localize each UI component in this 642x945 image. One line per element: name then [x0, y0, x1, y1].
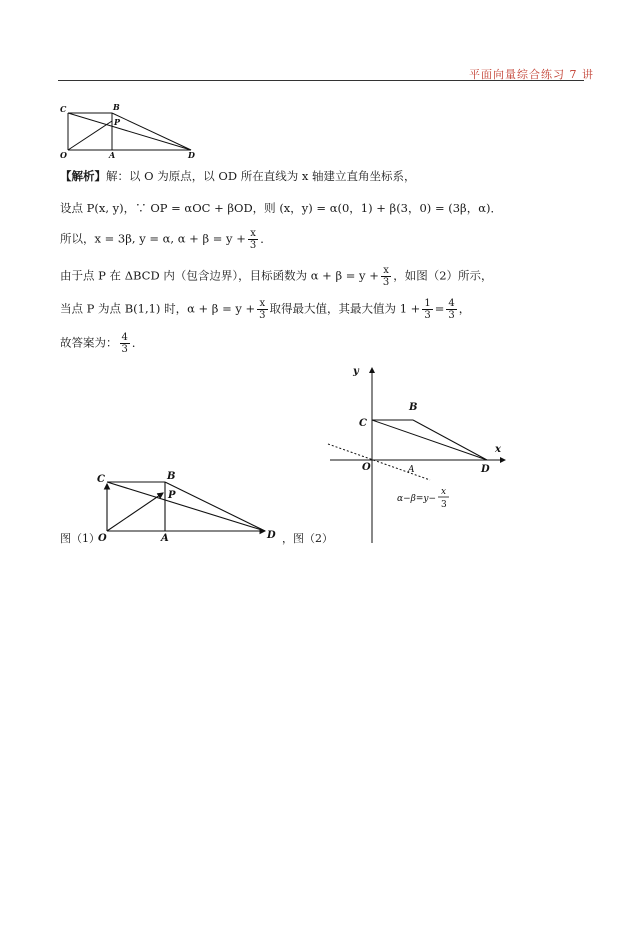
fraction-1-over-3: $\frac{1}{3}$ [424, 298, 431, 321]
fig1-label-a: A [161, 533, 169, 542]
fig1-label-c: C [97, 474, 105, 485]
fraction-4-over-3: $\frac{4}{3}$ [448, 298, 455, 321]
small-label-p: P [114, 117, 121, 127]
solution-line-4: 由于点 P 在 ΔBCD 内（包含边界），目标函数为 α + β = y + $\frac{x}{3}$ ，如图（2）所示， [60, 265, 493, 288]
fig2-equation-lhs: α−β=y− [397, 494, 436, 504]
small-label-c: C [60, 104, 67, 114]
figure-1-geometry [95, 468, 285, 542]
solution-line-2: 设点 P(x, y)，∵ OP = αOC + βOD，则 (x，y) = α(0，1) + β(3，0) = (3β，α)． [60, 201, 502, 215]
fig2-equation-num: x [441, 487, 447, 497]
fig2-label-a: A [408, 465, 415, 475]
fig2-equation-den: 3 [441, 500, 447, 510]
fig2-label-o: O [362, 462, 371, 473]
fraction-x-over-3: $\frac{x}{3}$ [382, 265, 390, 288]
small-label-b: B [113, 102, 120, 112]
header-rule [58, 80, 584, 81]
fig2-label-b: B [409, 402, 418, 413]
figure-1-caption: 图（1） [60, 532, 100, 545]
solution-line-3: 所以，x = 3β, y = α, α + β = y + $\frac{x}{3}$ ． [60, 228, 272, 251]
fig2-label-d: D [481, 464, 490, 475]
solution-line-5: 当点 P 为点 B(1,1) 时，α + β = y + $\frac{x}{3}$ 取得最大值，其最大值为 1 + $\frac{1}{3}$ = $\frac{4}{3}$ ， [60, 298, 471, 321]
small-label-d: D [188, 150, 195, 160]
fig1-label-o: O [98, 533, 107, 542]
figure-2-coordinate-plot [325, 360, 515, 545]
fig1-label-b: B [167, 471, 176, 482]
answer-fraction: $\frac{4}{3}$ [121, 332, 128, 355]
small-label-o: O [60, 150, 67, 160]
solution-line-6: 故答案为： $\frac{4}{3}$ ． [60, 332, 144, 355]
small-geometry-figure [58, 100, 198, 162]
figure-2-caption: ，图（2） [282, 532, 333, 545]
page-header-title: 平面向量综合练习 7 讲 [469, 68, 594, 81]
fig2-label-y: y [353, 366, 359, 377]
fig1-label-p: P [168, 490, 176, 501]
small-label-a: A [109, 150, 116, 160]
fig2-label-x: x [495, 444, 501, 455]
fraction-x-over-3: $\frac{x}{3}$ [249, 228, 257, 251]
fig2-label-c: C [359, 418, 367, 429]
solution-line-1-text: 解：以 O 为原点，以 OD 所在直线为 x 轴建立直角坐标系， [106, 169, 416, 183]
fraction-x-over-3: $\frac{x}{3}$ [259, 298, 266, 321]
solution-line-1 [60, 168, 416, 184]
analysis-tag: 【解析】 [60, 169, 106, 183]
fig1-label-d: D [267, 530, 276, 541]
solution-line-3-text: 所以，x = 3β, y = α, α + β = y + [60, 231, 246, 246]
